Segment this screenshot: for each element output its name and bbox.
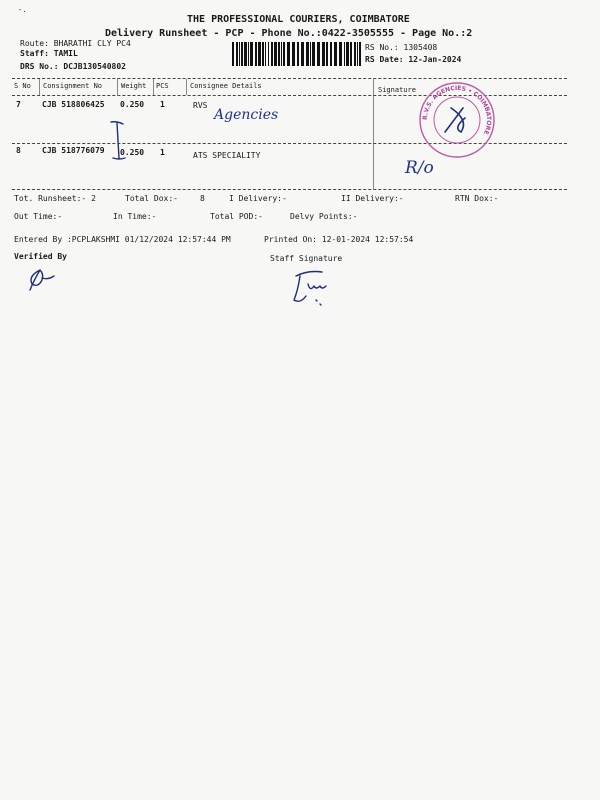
- staff-signature-label: Staff Signature: [270, 254, 343, 263]
- col-divider: [186, 79, 187, 95]
- row-weight: 0.250: [120, 100, 145, 109]
- barcode: [232, 42, 362, 68]
- handwritten-ro: R/o: [405, 158, 434, 178]
- verified-by-label: Verified By: [14, 252, 67, 261]
- rs-date: RS Date: 12-Jan-2024: [365, 55, 462, 64]
- handwritten-tick-mark: [105, 118, 145, 178]
- col-divider: [39, 79, 40, 95]
- entered-by: Entered By :PCPLAKSHMI 01/12/2024 12:57:44 PM: [14, 235, 231, 244]
- table-bottom-rule: [12, 189, 567, 190]
- delvy-points: Delvy Points:-: [290, 212, 358, 221]
- col-sno: S No: [14, 82, 31, 90]
- svg-text:R.V.S. AGENCIES • COIMBATORE: R.V.S. AGENCIES • COIMBATORE: [421, 84, 493, 136]
- staff-label: Staff: TAMIL: [20, 49, 78, 58]
- i-delivery: I Delivery:-: [229, 194, 287, 203]
- col-consignment: Consignment No: [43, 82, 103, 90]
- drs-number: DRS No.: DCJB130540802: [20, 62, 126, 71]
- handwritten-agencies: Agencies: [214, 107, 279, 123]
- col-signature: Signature: [378, 86, 416, 94]
- total-dox-value: 8: [200, 194, 205, 203]
- table-top-rule: [12, 78, 567, 79]
- runsheet-subtitle: Delivery Runsheet - PCP - Phone No.:0422-3505555 - Page No.:2: [105, 28, 473, 39]
- row-consignment: CJB 518776079: [42, 146, 105, 155]
- rtn-dox: RTN Dox:-: [455, 194, 499, 203]
- out-time: Out Time:-: [14, 212, 63, 221]
- col-pcs: PCS: [156, 82, 169, 90]
- rs-number: RS No.: 1305408: [365, 43, 438, 52]
- company-title: THE PROFESSIONAL COURIERS, COIMBATORE: [187, 14, 410, 25]
- total-pod: Total POD:-: [210, 212, 263, 221]
- row-sno: 8: [16, 146, 21, 155]
- row-consignment: CJB 518806425: [42, 100, 105, 109]
- in-time: In Time:-: [113, 212, 157, 221]
- row-weight: 0.250: [120, 148, 145, 157]
- col-divider: [117, 79, 118, 95]
- printed-on: Printed On: 12-01-2024 12:57:54: [264, 235, 414, 244]
- row-consignee: ATS SPECIALITY: [193, 151, 261, 160]
- row-sno: 7: [16, 100, 21, 109]
- tot-runsheet: Tot. Runsheet:- 2: [14, 194, 96, 203]
- rvs-agencies-stamp: [417, 80, 497, 160]
- row-consignee: RVS: [193, 101, 208, 110]
- col-divider: [153, 79, 154, 95]
- corner-mark: -.: [18, 6, 27, 14]
- row-pcs: 1: [160, 148, 165, 157]
- verified-by-signature: [24, 266, 64, 296]
- total-dox-label: Total Dox:-: [125, 194, 178, 203]
- col-weight: Weight: [121, 82, 147, 90]
- ii-delivery: II Delivery:-: [341, 194, 404, 203]
- col-consignee: Consignee Details: [190, 82, 262, 90]
- route-label: Route: BHARATHI CLY PC4: [20, 39, 131, 48]
- staff-signature: [286, 264, 346, 309]
- row-pcs: 1: [160, 100, 165, 109]
